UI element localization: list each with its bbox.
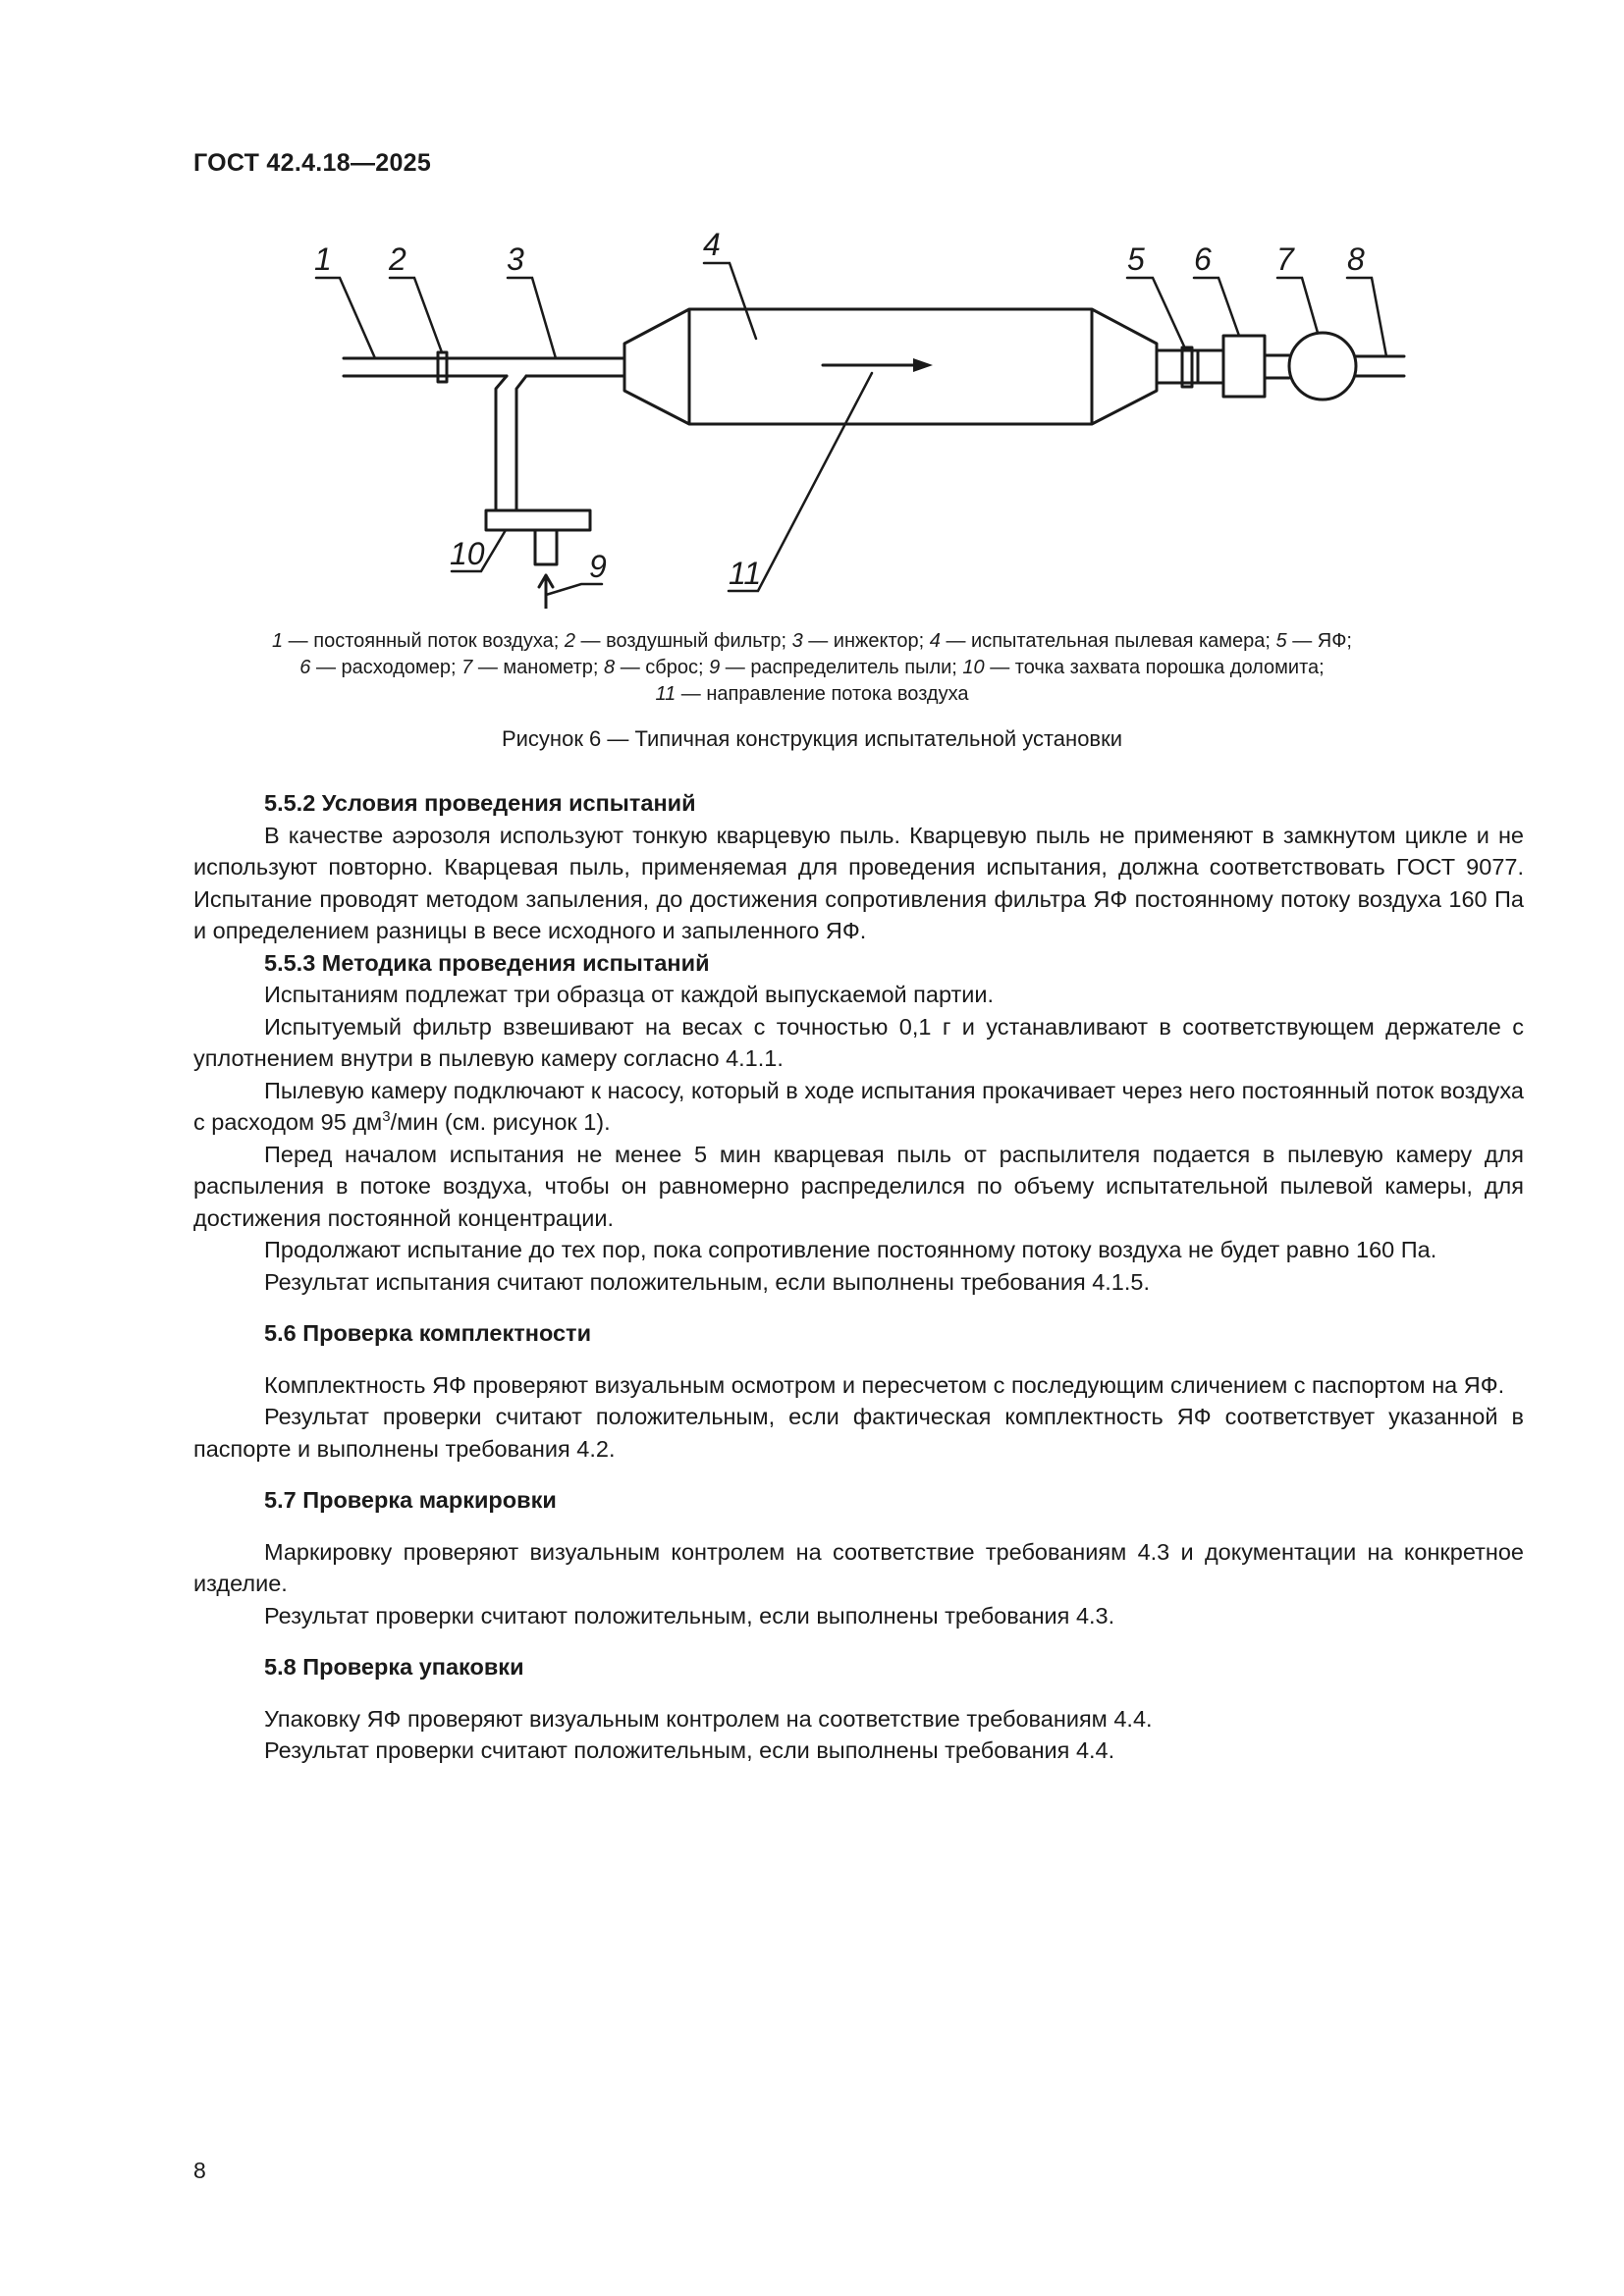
leader-line-8	[1347, 278, 1386, 356]
injector-pipe	[496, 376, 526, 510]
section-5-5-3-title: 5.5.3 Методика проведения испытаний	[264, 949, 710, 976]
test-setup-diagram	[314, 221, 1424, 609]
paragraph: Пылевую камеру подключают к насосу, который в ходе испытания прокачивает через него постоянный поток воздуха с расходом 95 $дм^3$/мин (см. рисунок 1).	[193, 1077, 1524, 1135]
paragraph: В качестве аэрозоля используют тонкую кварцевую пыль. Кварцевую пыль не применяют в замкнутом цикле и не используют повторно. Кварцевая пыль, применяемая для проведения испытания, должна соответствовать ГОСТ 9077. Испытание проводят методом запыления, до достижения сопротивления фильтра ЯФ постоянному потоку воздуха 160 Па и определением разницы в весе исходного и запыленного ЯФ.	[193, 822, 1524, 943]
label-10: 10	[450, 536, 485, 571]
label-8: 8	[1347, 241, 1365, 277]
dust-flow-arrow	[539, 575, 553, 609]
dust-distributor	[486, 510, 590, 530]
leader-line-6	[1194, 278, 1239, 336]
leader-line-2	[390, 278, 442, 352]
label-2: 2	[389, 241, 406, 277]
flow-meter	[1223, 336, 1265, 397]
section-5-7-title: 5.7 Проверка маркировки	[264, 1487, 557, 1513]
label-4: 4	[703, 227, 721, 262]
exhaust-pipe	[1356, 356, 1404, 376]
document-header: ГОСТ 42.4.18—2025	[193, 149, 432, 177]
paragraph: Упаковку ЯФ проверяют визуальным контролем на соответствие требованиям 4.4.	[264, 1705, 1153, 1732]
paragraph: Результат проверки считают положительным, если фактическая комплектность ЯФ соответствует указанной в паспорте и выполнены требования 4.2.	[193, 1404, 1524, 1462]
legend-line-1: 1 — постоянный поток воздуха; 2 — воздушный фильтр; 3 — инжектор; 4 — испытательная пылевая камера; 5 — ЯФ;	[272, 630, 1352, 652]
paragraph: Комплектность ЯФ проверяют визуальным осмотром и пересчетом с последующим сличением с паспортом на ЯФ.	[264, 1371, 1505, 1398]
paragraph: Маркировку проверяют визуальным контролем на соответствие требованиям 4.3 и документации на конкретное изделие.	[193, 1538, 1524, 1596]
leader-line-7	[1277, 278, 1318, 333]
paragraph: Испытуемый фильтр взвешивают на весах с точностью 0,1 г и устанавливают в соответствующем держателе с уплотнением внутри в пылевую камеру согласно 4.1.1.	[193, 1013, 1524, 1071]
air-flow-arrowhead	[913, 358, 933, 372]
label-7: 7	[1276, 241, 1294, 277]
document-body	[193, 787, 1524, 1767]
figure-caption: Рисунок 6 — Типичная конструкция испытательной установки	[501, 726, 1123, 751]
label-11: 11	[729, 556, 762, 591]
legend-line-2: 6 — расходомер; 7 — манометр; 8 — сброс; 9 — распределитель пыли; 10 — точка захвата порошка доломита;	[299, 657, 1325, 678]
label-3: 3	[507, 241, 524, 277]
paragraph: Испытаниям подлежат три образца от каждой выпускаемой партии.	[264, 982, 995, 1007]
paragraph: Результат проверки считают положительным, если выполнены требования 4.4.	[264, 1737, 1115, 1763]
leader-line-1	[316, 278, 375, 358]
label-9: 9	[589, 549, 607, 584]
label-5: 5	[1127, 241, 1145, 277]
leader-line-5	[1127, 278, 1185, 348]
label-1: 1	[314, 241, 332, 277]
pressure-gauge	[1289, 333, 1356, 400]
tested-filter	[1182, 347, 1192, 387]
figure-legend	[193, 628, 1431, 708]
legend-line-3: 11 — направление потока воздуха	[655, 683, 969, 705]
inlet-pipe	[344, 358, 624, 376]
section-5-5-2-title: 5.5.2 Условия проведения испытаний	[264, 790, 696, 816]
test-setup-figure	[314, 221, 1424, 609]
leader-line-4	[704, 263, 756, 339]
section-5-6-title: 5.6 Проверка комплектности	[264, 1320, 592, 1346]
leader-line-9	[546, 584, 602, 595]
page-number: 8	[193, 2158, 206, 2183]
label-6: 6	[1194, 241, 1212, 277]
section-5-8-title: 5.8 Проверка упаковки	[264, 1654, 524, 1680]
paragraph: Продолжают испытание до тех пор, пока сопротивление постоянному потоку воздуха не будет равно 160 Па.	[264, 1237, 1437, 1262]
leader-line-3	[508, 278, 556, 358]
outlet-pipe	[1157, 350, 1223, 383]
paragraph: Результат проверки считают положительным, если выполнены требования 4.3.	[264, 1602, 1115, 1629]
paragraph: Результат испытания считают положительным, если выполнены требования 4.1.5.	[264, 1268, 1150, 1295]
paragraph: Перед началом испытания не менее 5 мин кварцевая пыль от распылителя подается в пылевую камеру для распыления в потоке воздуха, чтобы он равномерно распределился по объему испытательной пылевой камеры, для достижения постоянной концентрации.	[193, 1141, 1524, 1231]
dust-feed-tube	[535, 530, 557, 564]
